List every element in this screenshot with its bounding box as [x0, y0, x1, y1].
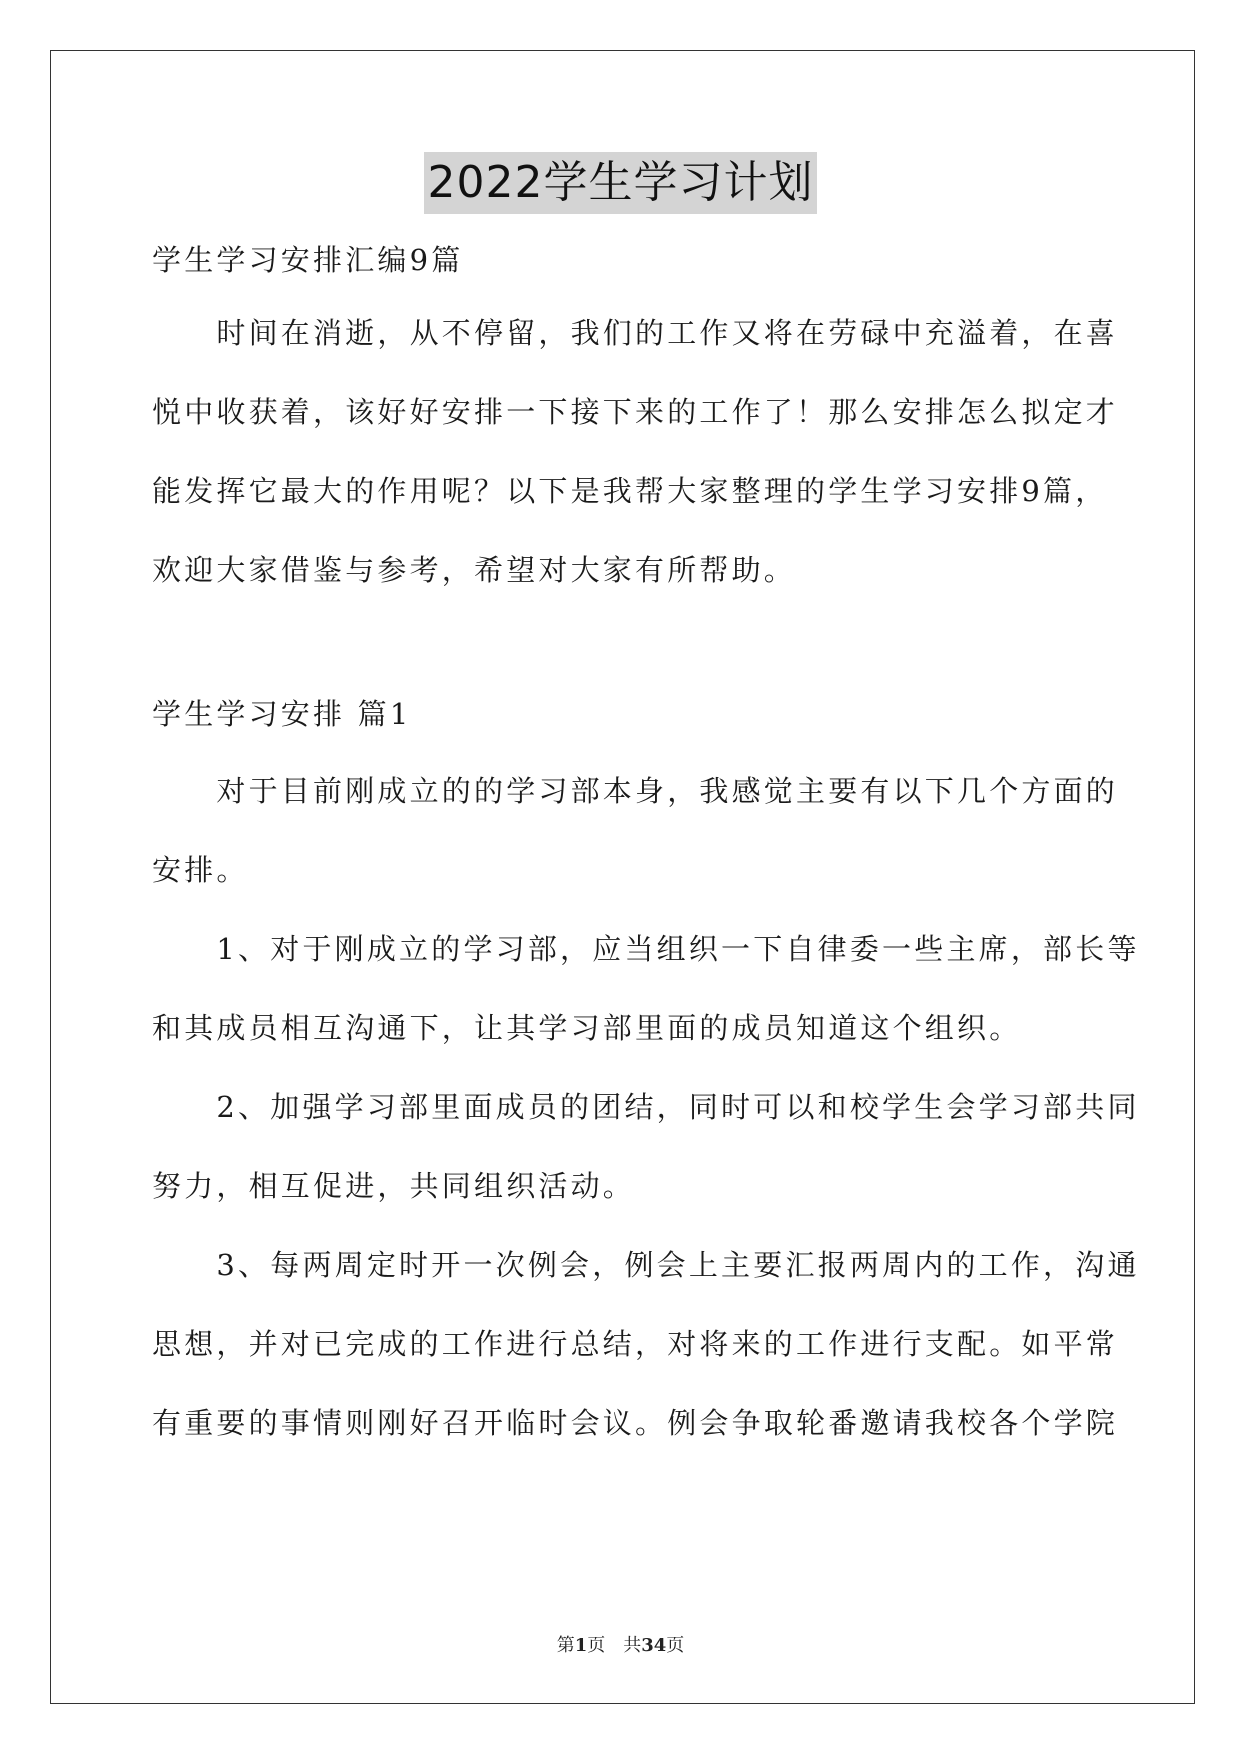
- text-line: 努力，相互促进，共同组织活动。: [152, 1169, 636, 1203]
- text-line: 思想，并对已完成的工作进行总结，对将来的工作进行支配。如平常: [152, 1327, 1119, 1361]
- footer-page-current: 1: [574, 1635, 588, 1656]
- text-line: 安排。: [152, 853, 249, 887]
- text-line: 2、加强学习部里面成员的团结，同时可以和校学生会学习部共同: [152, 1090, 1140, 1124]
- text-line: 对于目前刚成立的的学习部本身，我感觉主要有以下几个方面的: [152, 774, 1119, 808]
- text-line: 1、对于刚成立的学习部，应当组织一下自律委一些主席，部长等: [152, 932, 1140, 966]
- section-heading: 学生学习安排 篇1: [152, 697, 412, 731]
- document-title: 2022学生学习计划: [424, 152, 818, 214]
- text-line: 有重要的事情则刚好召开临时会议。例会争取轮番邀请我校各个学院: [152, 1406, 1119, 1440]
- text-line: 能发挥它最大的作用呢？以下是我帮大家整理的学生学习安排9篇，: [152, 474, 1108, 508]
- footer-page-total: 34: [641, 1635, 667, 1656]
- text-line: 欢迎大家借鉴与参考，希望对大家有所帮助。: [152, 553, 797, 587]
- subtitle-line: 学生学习安排汇编9篇: [152, 243, 464, 277]
- text-line: 时间在消逝，从不停留，我们的工作又将在劳碌中充溢着，在喜: [152, 316, 1119, 350]
- text-line: 悦中收获着，该好好安排一下接下来的工作了！那么安排怎么拟定才: [152, 395, 1119, 429]
- text-line: 和其成员相互沟通下，让其学习部里面的成员知道这个组织。: [152, 1011, 1022, 1045]
- page-footer: [0, 1634, 1241, 1658]
- text-line: 3、每两周定时开一次例会，例会上主要汇报两周内的工作，沟通: [152, 1248, 1140, 1282]
- footer-page-mid: 页 共: [587, 1635, 642, 1656]
- footer-page-suffix: 页: [666, 1635, 685, 1656]
- title-wrap: [0, 152, 1241, 214]
- footer-page-prefix: 第: [556, 1635, 575, 1656]
